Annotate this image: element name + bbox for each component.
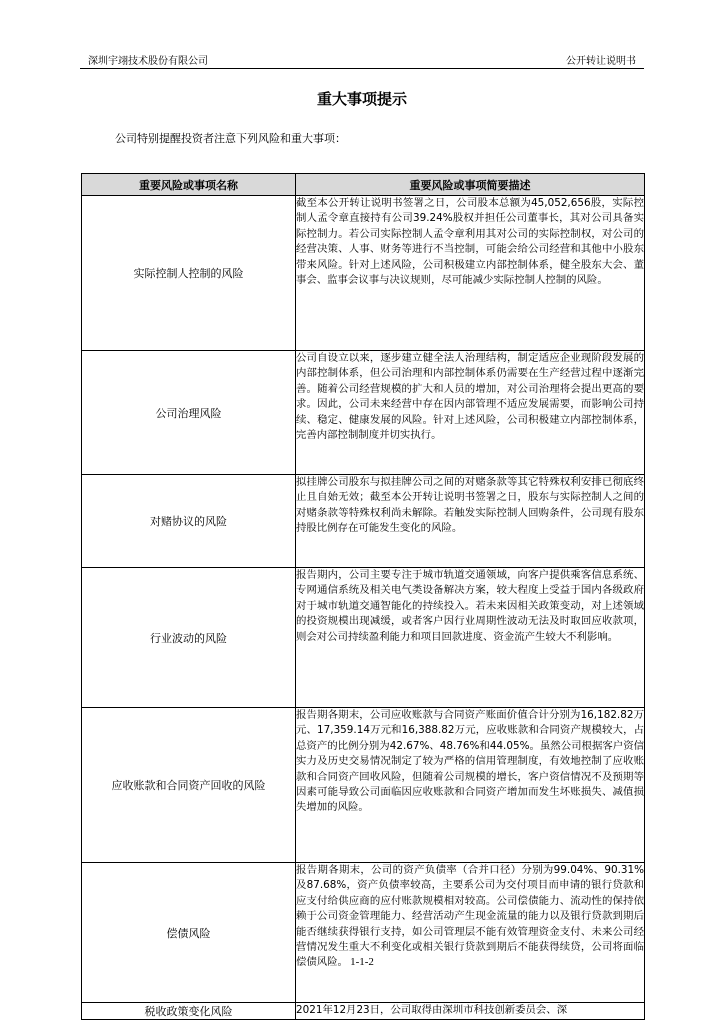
table-row (82, 1003, 645, 1020)
col-header-desc: 重要风险或事项简要描述 (296, 174, 645, 196)
risk-desc: 公司自设立以来，逐步建立健全法人治理结构，制定适应企业现阶段发展的内部控制体系，但公司治理和内部控制体系仍需要在生产经营过程中逐渐完善。随着公司经营规模的扩大和人员的增加，对公司治理将会提出更高的要求。因此，公司未来经营中存在因内部管理不适应发展需要，而影响公司持续、稳定、健康发展的风险。针对上述风险，公司积极建立内部控制体系，完善内部控制制度并切实执行。 (296, 351, 645, 475)
table-row (82, 863, 645, 1003)
header-company: 深圳宇翊技术股份有限公司 (88, 56, 208, 67)
risk-name: 税收政策变化风险 (82, 1003, 296, 1020)
risk-table (81, 173, 645, 1020)
risk-name: 应收账款和合同资产回收的风险 (82, 708, 296, 863)
risk-desc: 报告期各期末，公司应收账款与合同资产账面价值合计分别为16,182.82万元、17,359.14万元和16,388.82万元，应收账款和合同资产规模较大，占总资产的比例分别为42.67%、48.76%和44.05%。虽然公司根据客户资信实力及历史交易情况制定了较为严格的信用管理制度，有效地控制了应收账款和合同资产回收风险，但随着公司规模的增长，客户资信情况不及预期等因素可能导致公司面临因应收账款和合同资产增加而发生坏账损失、减值损失增加的风险。 (296, 708, 645, 863)
page-header (80, 48, 644, 69)
table-row (82, 351, 645, 475)
risk-name: 偿债风险 (82, 863, 296, 1003)
table-row (82, 196, 645, 351)
risk-desc: 2021年12月23日，公司取得由深圳市科技创新委员会、深 (296, 1003, 645, 1020)
intro-text: 公司特别提醒投资者注意下列风险和重大事项： (115, 132, 346, 145)
risk-name: 行业波动的风险 (82, 568, 296, 708)
risk-name: 公司治理风险 (82, 351, 296, 475)
risk-desc: 报告期内，公司主要专注于城市轨道交通领域，向客户提供乘客信息系统、专网通信系统及相关电气类设备解决方案，较大程度上受益于国内各级政府对于城市轨道交通智能化的持续投入。若未来因相关政策变动，对上述领域的投资规模出现减缓，或者客户因行业周期性波动无法及时取回应收款项，则会对公司持续盈利能力和项目回款进度、资金流产生较大不利影响。 (296, 568, 645, 708)
table-row (82, 475, 645, 568)
risk-name: 对赌协议的风险 (82, 475, 296, 568)
table-row (82, 568, 645, 708)
table-row (82, 708, 645, 863)
page-number: 1-1-2 (350, 956, 374, 968)
col-header-name: 重要风险或事项名称 (82, 174, 296, 196)
risk-desc: 拟挂牌公司股东与拟挂牌公司之间的对赌条款等其它特殊权利安排已彻底终止且自始无效；截至本公开转让说明书签署之日，股东与实际控制人之间的对赌条款等特殊权利尚未解除。若触发实际控制人回购条件，公司现有股东持股比例存在可能发生变化的风险。 (296, 475, 645, 568)
risk-name: 实际控制人控制的风险 (82, 196, 296, 351)
risk-desc: 截至本公开转让说明书签署之日，公司股本总额为45,052,656股，实际控制人孟令章直接持有公司39.24%股权并担任公司董事长，其对公司具备实际控制力。若公司实际控制人孟令章利用其对公司的实际控制权，对公司的经营决策、人事、财务等进行不当控制，可能会给公司经营和其他中小股东带来风险。针对上述风险，公司积极建立内部控制体系，健全股东大会、董事会、监事会议事与决议规则，尽可能减少实际控制人控制的风险。 (296, 196, 645, 351)
risk-desc: 报告期各期末，公司的资产负债率（合并口径）分别为99.04%、90.31%及87.68%，资产负债率较高，主要系公司为交付项目而申请的银行贷款和应支付给供应商的应付账款规模相对较高。公司偿债能力、流动性的保持依赖于公司资金管理能力、经营活动产生现金流量的能力以及银行贷款到期后能否继续获得银行支持，如公司管理层不能有效管理资金支付、未来公司经营情况发生重大不利变化或相关银行贷款到期后不能获得续贷，公司将面临偿债风险。 (296, 863, 645, 1003)
header-doc-type: 公开转让说明书 (566, 56, 636, 67)
table-header-row (82, 174, 645, 196)
page-title: 重大事项提示 (316, 90, 407, 108)
